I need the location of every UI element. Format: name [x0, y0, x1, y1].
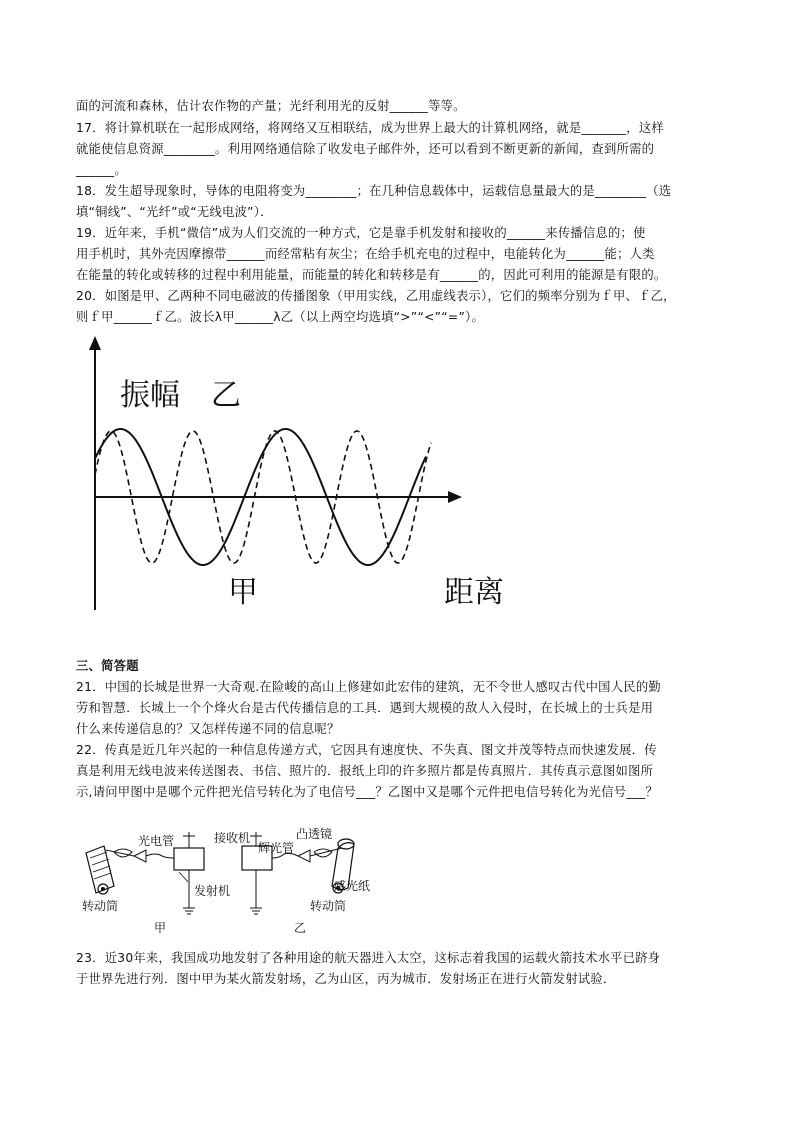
- photocell-label: 光电管: [138, 834, 175, 848]
- text-line-q19-1: 19．近年来，手机“微信”成为人们交流的一种方式，它是靠手机发射和接收的______来传播信息的；使: [76, 226, 646, 240]
- glow-tube-icon: [298, 850, 310, 862]
- text-line-q18-2: 填“铜线”、“光纤”或“无线电波”）．: [76, 205, 273, 219]
- glow-tube-label: 辉光管: [258, 841, 295, 855]
- text-line-q17-2: 就能使信息资源________。利用网络通信除了收发电子邮件外，还可以看到不断更新的新闻，查到所需的: [76, 142, 655, 156]
- text-line-q21-1: 21．中国的长城是世界一大奇观.在险峻的高山上修建如此宏伟的建筑，无不令世人感叹古代中国人民的勤: [76, 680, 661, 694]
- text-line-q22-2: 真是利用无线电波来传送图表、书信、照片的．报纸上印的许多照片都是传真照片．其传真示意图如图所: [76, 764, 654, 778]
- text-line-q22-1: 22．传真是近几年兴起的一种信息传递方式，它因具有速度快、不失真、图文并茂等特点而快速发展．传: [76, 743, 657, 757]
- text-line-q19-2: 用手机时，其外壳因摩擦带______而经常粘有灰尘；在给手机充电的过程中，电能转化为______能；人类: [76, 247, 655, 261]
- left-drum-label: 转动筒: [82, 899, 119, 913]
- text-line-q23-1: 23．近30年来，我国成功地发射了各种用途的航天器进入太空，这标志着我国的运载火箭技术水平已跻身: [76, 951, 661, 965]
- receiver-label: 接收机: [214, 831, 251, 845]
- text-line-q20-2: 则ｆ甲______ｆ乙。波长λ甲______λ乙（以上两空均选填“>”“<”“=”）。: [76, 310, 485, 324]
- photocell-icon: [134, 850, 146, 862]
- text-line-q16-end: 面的河流和森林，估计农作物的产量；光纤利用光的反射______等等。: [76, 99, 466, 113]
- label-yi: 乙: [294, 921, 307, 935]
- series-yi-label: 乙: [211, 378, 241, 413]
- y-axis-label: 振幅: [120, 378, 180, 413]
- left-wire: [146, 854, 174, 858]
- text-line-q21-3: 什么来传递信息的？又怎样传递不同的信息呢？: [76, 722, 340, 736]
- photo-paper-label: 感光纸: [334, 879, 371, 893]
- text-line-q20-1: 20．如图是甲、乙两种不同电磁波的传播图象（甲用实线，乙用虚线表示），它们的频率分别为ｆ甲、ｆ乙，: [76, 289, 676, 303]
- text-line-q19-3: 在能量的转化或转移的过程中利用能量，而能量的转化和转移是有______的，因此可利用的能源是有限的。: [76, 268, 667, 282]
- wave-figure: [76, 330, 504, 620]
- text-line-q21-2: 劳和智慧．长城上一个个烽火台是古代传播信息的工具．遇到大规模的敌人入侵时，在长城上的士兵是用: [76, 701, 654, 715]
- text-line-q17-1: 17．将计算机联在一起形成网络，将网络又互相联结，成为世界上最大的计算机网络，就是_______，这样: [76, 121, 664, 135]
- x-axis-arrow: [448, 491, 462, 503]
- transmitter-pointer: [179, 872, 188, 882]
- text-line-q17-3: ______。: [76, 163, 127, 177]
- text-line-q18-1: 18．发生超导现象时，导体的电阻将变为________；在几种信息载体中，运载信息量最大的是________（选: [76, 184, 672, 198]
- text-line-q23-2: 于世界先进行列．图中甲为某火箭发射场，乙为山区，丙为城市．发射场正在进行火箭发射试验．: [76, 972, 616, 986]
- right-drum-label: 转动筒: [310, 899, 347, 913]
- left-lens: [114, 849, 132, 857]
- text-line-q22-3: 示,请问甲图中是哪个元件把光信号转化为了电信号___？乙图中又是哪个元件把电信号转化为光信号___？: [76, 785, 659, 799]
- transmitter-box: [174, 848, 204, 870]
- fax-device-figure: [76, 818, 416, 938]
- left-rotating-drum: [86, 846, 114, 894]
- section-heading: 三、简答题: [76, 659, 139, 673]
- label-jia: 甲: [154, 921, 167, 935]
- transmitter-label: 发射机: [194, 884, 231, 898]
- x-axis-label: 距离: [444, 575, 504, 610]
- convex-lens-label: 凸透镜: [296, 827, 333, 841]
- series-jia-label: 甲: [228, 575, 258, 610]
- y-axis-arrow: [89, 336, 101, 350]
